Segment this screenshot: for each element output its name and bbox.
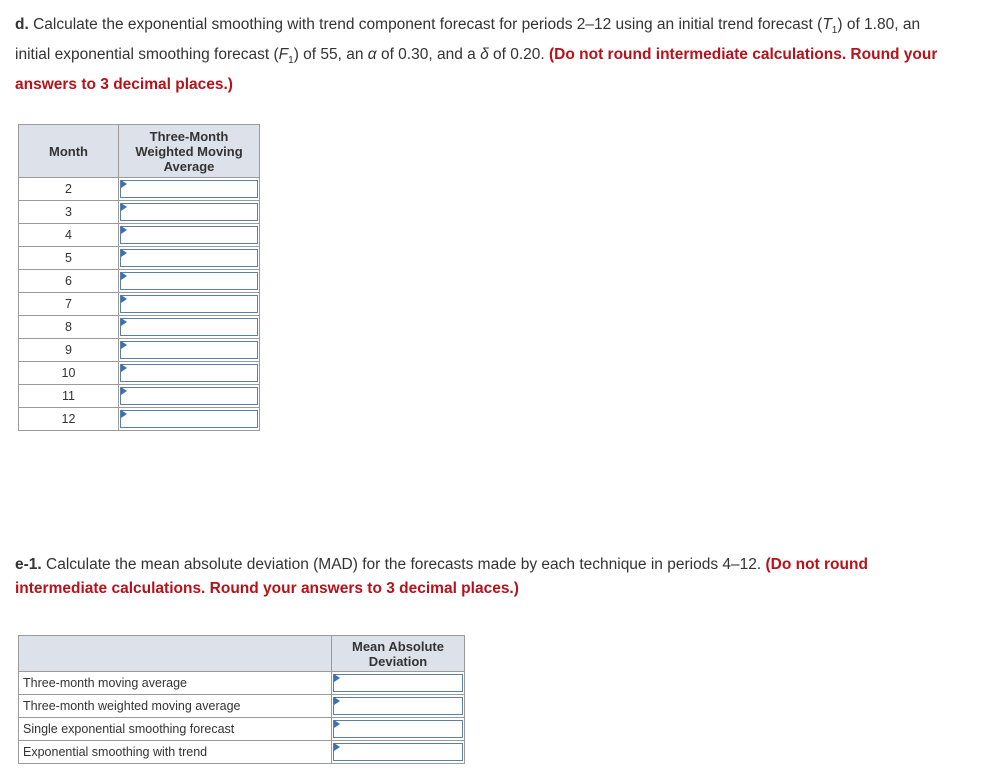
- technique-header: [19, 636, 332, 672]
- answer-cell: [119, 201, 260, 224]
- answer-cell: [332, 741, 465, 764]
- part-e1-label: e-1.: [15, 556, 42, 573]
- part-d-text-3: ) of 55, an: [293, 46, 368, 64]
- month-cell: 3: [19, 201, 119, 224]
- answer-cell: [332, 718, 465, 741]
- part-e1-instruction: (Do not round intermediate calculations. Round your answers to 3 decimal places.): [15, 556, 868, 597]
- forecast-symbol: F: [278, 46, 289, 64]
- input-marker-icon: [121, 318, 127, 326]
- input-marker-icon: [334, 697, 340, 705]
- input-marker-icon: [121, 364, 127, 372]
- table-row: [19, 339, 260, 362]
- mad-header: Mean Absolute Deviation: [332, 636, 465, 672]
- input-marker-icon: [334, 720, 340, 728]
- part-d-text-4: of 0.30, and a: [376, 46, 481, 64]
- part-d-instruction: (Do not round intermediate calculations. Round your answers to 3 decimal places.): [15, 46, 938, 94]
- mad-answer-input[interactable]: [333, 697, 463, 715]
- month-8-answer-input[interactable]: [120, 318, 258, 336]
- trend-subscript: 1: [831, 25, 838, 37]
- part-d-text-2: ) of 1.80, an initial exponential smoothing forecast (: [15, 16, 921, 64]
- month-cell: 7: [19, 293, 119, 316]
- input-marker-icon: [121, 203, 127, 211]
- input-marker-icon: [121, 410, 127, 418]
- alpha-symbol: α: [367, 46, 377, 64]
- answer-cell: [119, 408, 260, 431]
- weighted-average-header: Three-Month Weighted Moving Average: [119, 125, 260, 178]
- month-5-answer-input[interactable]: [120, 249, 258, 267]
- month-6-answer-input[interactable]: [120, 272, 258, 290]
- input-marker-icon: [121, 341, 127, 349]
- answer-cell: [119, 178, 260, 201]
- mad-table: [18, 635, 465, 764]
- answer-cell: [119, 247, 260, 270]
- month-12-answer-input[interactable]: [120, 410, 258, 428]
- technique-label: Three-month moving average: [19, 672, 332, 695]
- part-e1-text: Calculate the mean absolute deviation (MAD) for the forecasts made by each technique in periods 4–12.: [41, 556, 766, 573]
- weighted-moving-average-table: [18, 124, 260, 431]
- input-marker-icon: [121, 249, 127, 257]
- month-cell: 12: [19, 408, 119, 431]
- input-marker-icon: [121, 387, 127, 395]
- technique-label: Single exponential smoothing forecast: [19, 718, 332, 741]
- month-cell: 6: [19, 270, 119, 293]
- answer-cell: [119, 339, 260, 362]
- input-marker-icon: [121, 272, 127, 280]
- input-marker-icon: [334, 674, 340, 682]
- month-cell: 2: [19, 178, 119, 201]
- table-row: [19, 672, 465, 695]
- table-row: [19, 741, 465, 764]
- answer-cell: [119, 316, 260, 339]
- part-d-label: d.: [15, 16, 29, 33]
- table-row: [19, 247, 260, 270]
- answer-cell: [119, 385, 260, 408]
- table-row: [19, 408, 260, 431]
- month-header: Month: [19, 125, 119, 178]
- table-row: [19, 201, 260, 224]
- table-row: [19, 316, 260, 339]
- input-marker-icon: [121, 295, 127, 303]
- input-marker-icon: [121, 226, 127, 234]
- table-row: [19, 178, 260, 201]
- table-row: [19, 293, 260, 316]
- mad-answer-input[interactable]: [333, 743, 463, 761]
- table-row: [19, 224, 260, 247]
- question-part-e1: [15, 553, 915, 601]
- month-4-answer-input[interactable]: [120, 226, 258, 244]
- month-7-answer-input[interactable]: [120, 295, 258, 313]
- month-cell: 4: [19, 224, 119, 247]
- answer-cell: [332, 695, 465, 718]
- delta-symbol: δ: [480, 46, 489, 64]
- table-row: [19, 718, 465, 741]
- answer-cell: [332, 672, 465, 695]
- month-9-answer-input[interactable]: [120, 341, 258, 359]
- answer-cell: [119, 224, 260, 247]
- mad-answer-input[interactable]: [333, 720, 463, 738]
- technique-label: Three-month weighted moving average: [19, 695, 332, 718]
- mad-answer-input[interactable]: [333, 674, 463, 692]
- month-3-answer-input[interactable]: [120, 203, 258, 221]
- answer-cell: [119, 270, 260, 293]
- input-marker-icon: [121, 180, 127, 188]
- month-cell: 10: [19, 362, 119, 385]
- table-row: [19, 385, 260, 408]
- table-row: [19, 270, 260, 293]
- month-cell: 11: [19, 385, 119, 408]
- month-cell: 9: [19, 339, 119, 362]
- table-row: [19, 695, 465, 718]
- month-2-answer-input[interactable]: [120, 180, 258, 198]
- question-part-d: [15, 13, 945, 97]
- answer-cell: [119, 293, 260, 316]
- part-d-text-5: of 0.20.: [488, 46, 550, 64]
- input-marker-icon: [334, 743, 340, 751]
- month-10-answer-input[interactable]: [120, 364, 258, 382]
- month-cell: 8: [19, 316, 119, 339]
- table-row: [19, 362, 260, 385]
- part-d-text-1: Calculate the exponential smoothing with trend component forecast for periods 2–12 using an initial trend forecast (: [28, 16, 823, 33]
- month-cell: 5: [19, 247, 119, 270]
- answer-cell: [119, 362, 260, 385]
- month-11-answer-input[interactable]: [120, 387, 258, 405]
- forecast-subscript: 1: [288, 55, 294, 67]
- trend-symbol: T: [822, 16, 832, 33]
- technique-label: Exponential smoothing with trend: [19, 741, 332, 764]
